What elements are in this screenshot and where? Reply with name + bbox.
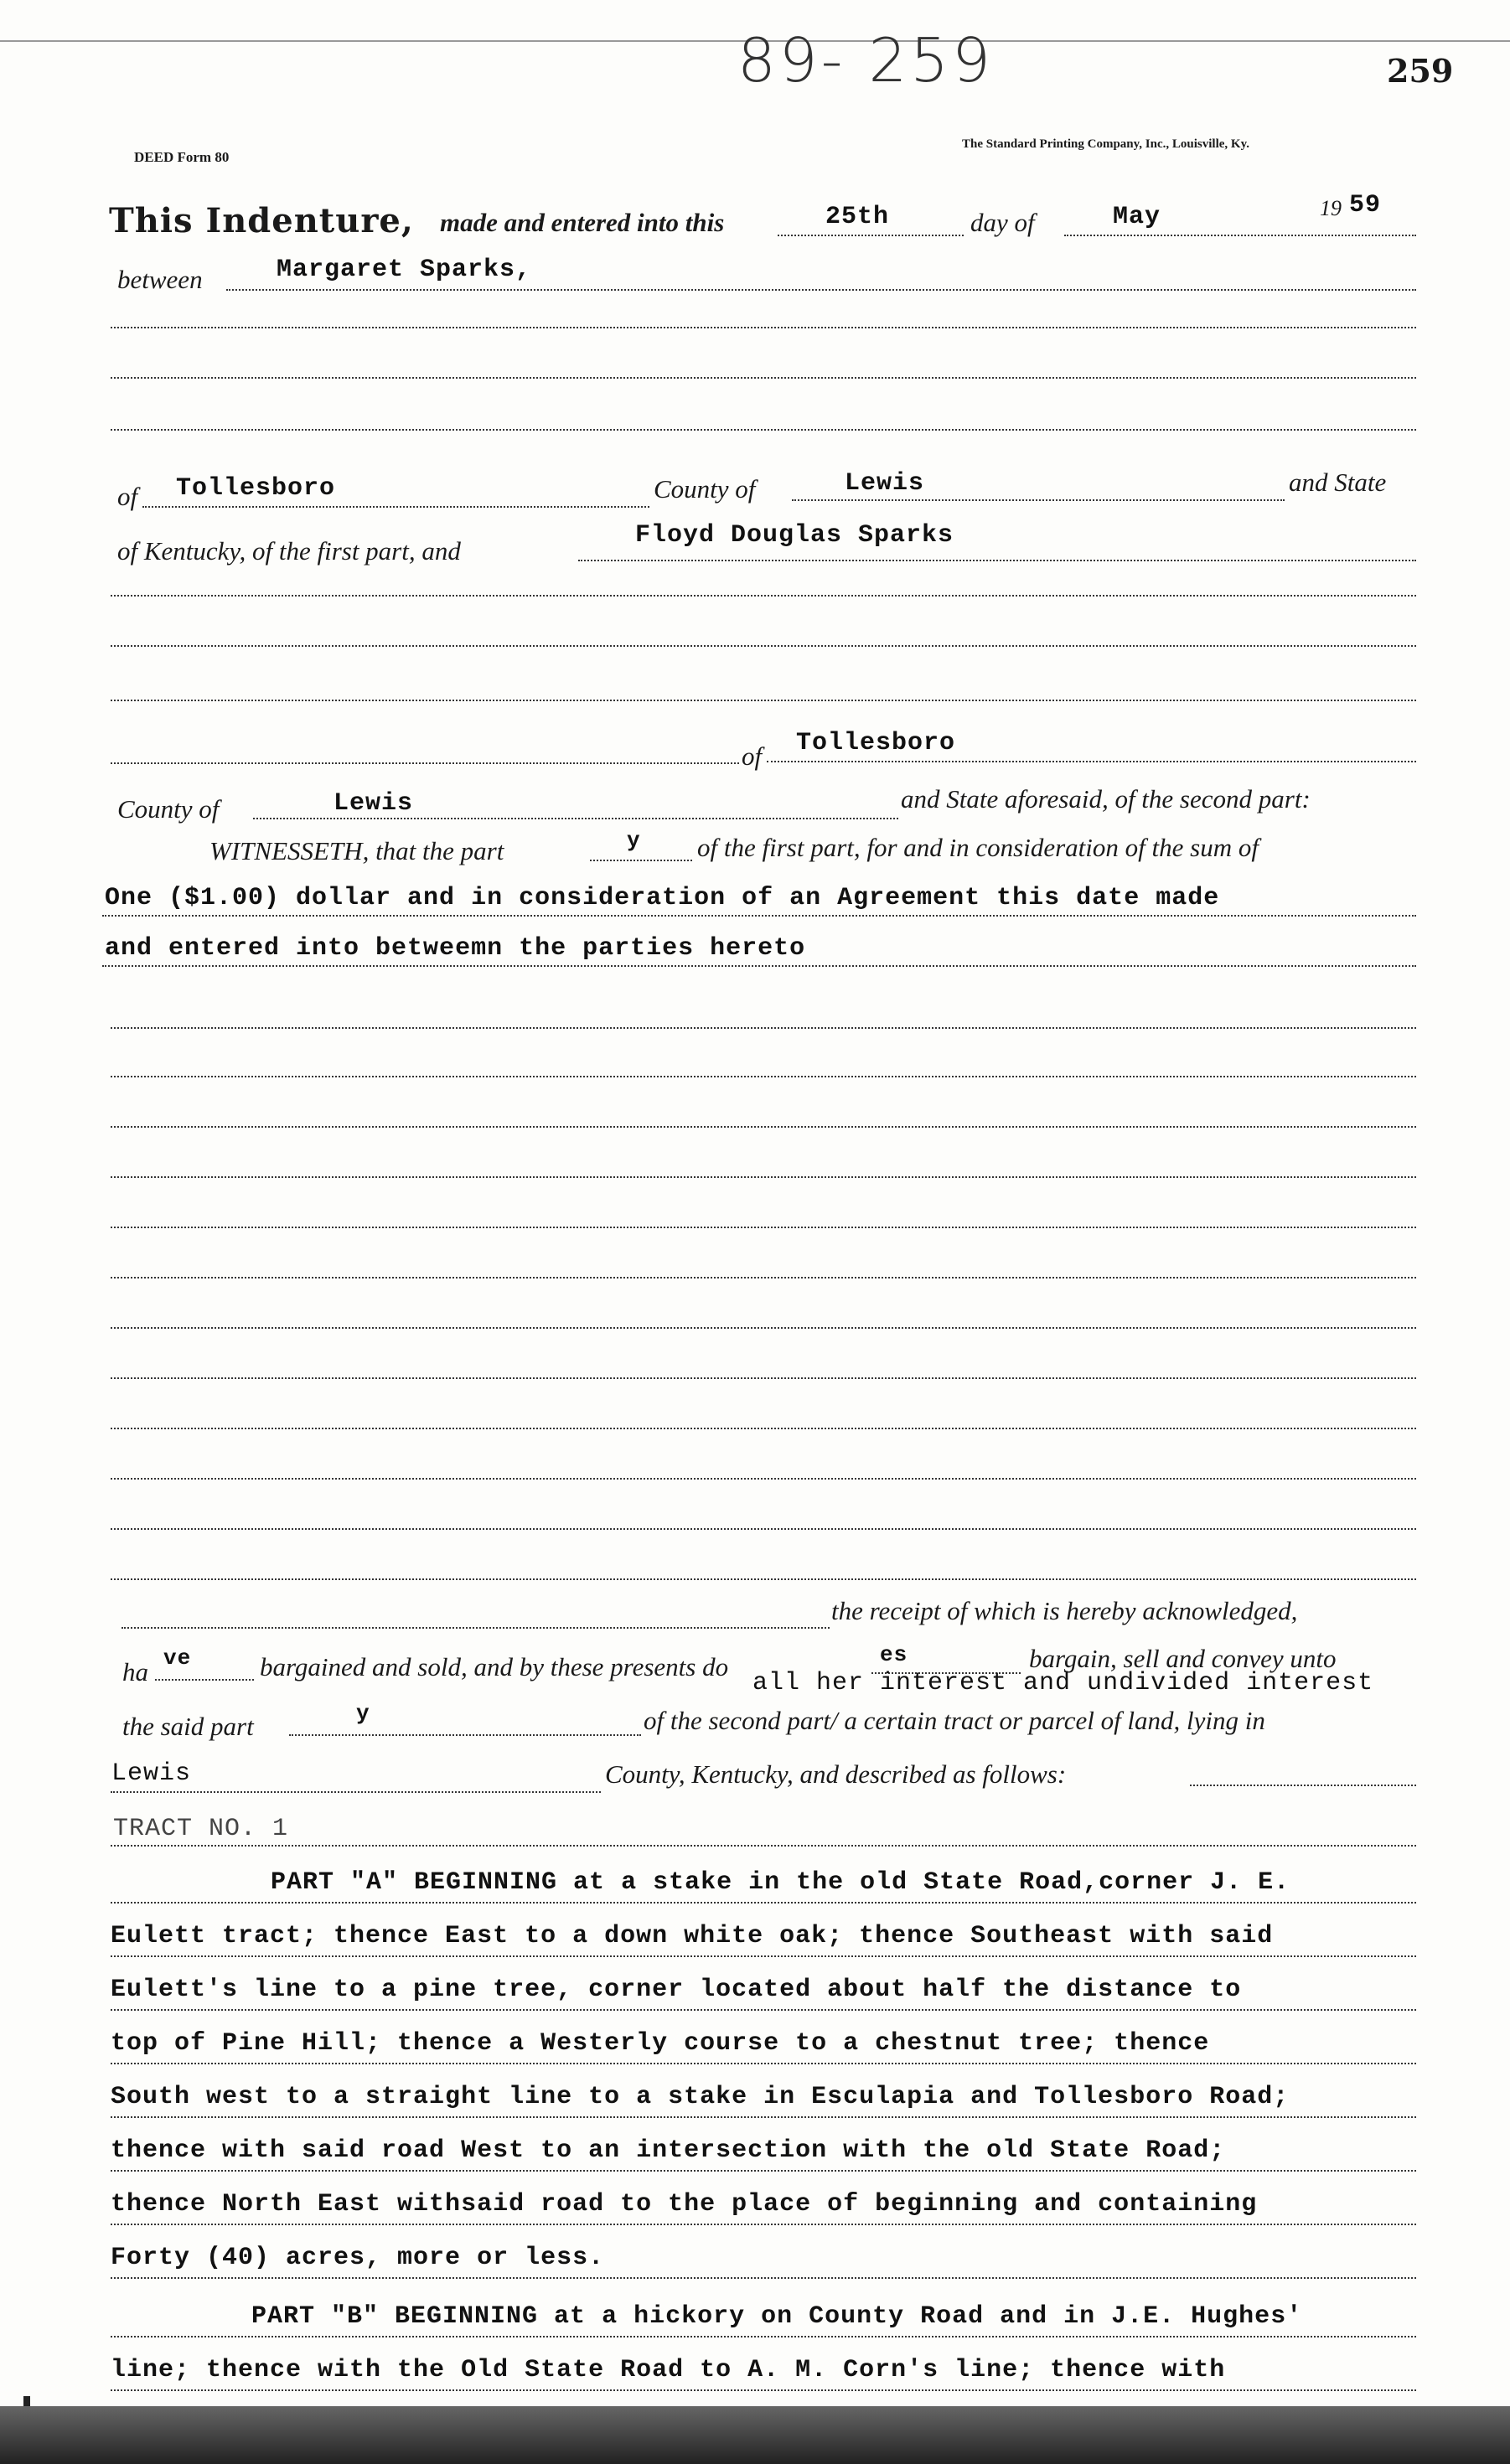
grantor-county: Lewis [845, 469, 925, 498]
blank-line-6 [111, 700, 1416, 701]
second-part-text: of the second part/ a certain tract or parcel of land, lying in [644, 1706, 1265, 1735]
interest-insert: all her interest and undivided interest [752, 1669, 1374, 1697]
land-county: Lewis [111, 1759, 192, 1788]
description-line-7-rule [111, 2224, 1416, 2225]
grantee-line [578, 560, 1416, 561]
consideration-line-2 [102, 965, 1416, 967]
state-aforesaid: and State aforesaid, of the second part: [901, 784, 1311, 814]
consideration-line-1 [102, 915, 1416, 917]
scan-bottom-edge [0, 2406, 1510, 2464]
description-line-1-rule [111, 1902, 1416, 1904]
description-line-9-rule [111, 2336, 1416, 2337]
month-line [1064, 235, 1416, 236]
grantee-county-line [253, 818, 898, 819]
blank-line-10 [111, 1126, 1416, 1128]
part-suffix: y [627, 828, 641, 853]
tract-heading: TRACT NO. 1 [113, 1815, 289, 1843]
handwritten-number: 89- 259 [737, 25, 994, 96]
month-value: May [1113, 203, 1161, 231]
description-line-9: PART "B" BEGINNING at a hickory on County Road and in J.E. Hughes' [251, 2302, 1303, 2331]
description-line-10: line; thence with the Old State Road to A. M. Corn's line; thence with [111, 2356, 1226, 2384]
does-suffix: es [880, 1642, 908, 1667]
blank-line-12 [111, 1227, 1416, 1228]
grantor-place: Tollesboro [176, 474, 336, 503]
blank-line-4 [111, 595, 1416, 597]
witnesseth-b: of the first part, for and in consideration of the sum of [697, 833, 1259, 862]
day-value: 25th [825, 203, 890, 231]
and-state-label: and State [1289, 467, 1387, 497]
description-line-1: PART "A" BEGINNING at a stake in the old State Road,corner J. E. [271, 1868, 1290, 1897]
county-kentucky-text: County, Kentucky, and described as follows: [605, 1759, 1067, 1789]
description-line-5-rule [111, 2116, 1416, 2118]
grantee-county: Lewis [334, 789, 414, 818]
description-line-10-rule [111, 2389, 1416, 2391]
tract-heading-line [111, 1845, 1416, 1847]
blank-line-15 [111, 1377, 1416, 1379]
blank-line-8 [111, 1027, 1416, 1029]
description-line-7: thence North East withsaid road to the place of beginning and containing [111, 2190, 1258, 2219]
year-prefix: 19 [1320, 196, 1342, 220]
ha-line [155, 1679, 254, 1681]
blank-line-14 [111, 1327, 1416, 1329]
of-kentucky-text: of Kentucky, of the first part, and [117, 536, 461, 566]
day-of-label: day of [970, 208, 1035, 237]
between-label: between [117, 265, 203, 294]
form-name: DEED Form 80 [134, 149, 230, 165]
made-text: made and entered into this [440, 208, 725, 237]
description-line-2-rule [111, 1955, 1416, 1957]
receipt-line [122, 1627, 830, 1629]
place-line [142, 506, 649, 508]
grantee-place-line [767, 761, 1416, 762]
blank-line-7 [111, 762, 739, 764]
description-line-4: top of Pine Hill; thence a Westerly course to a chestnut tree; thence [111, 2029, 1210, 2058]
said-part-text: the said part [122, 1712, 254, 1741]
grantee-place: Tollesboro [796, 729, 956, 757]
day-line [778, 235, 964, 236]
description-line-3: Eulett's line to a pine tree, corner located about half the distance to [111, 1976, 1242, 2004]
bargain-sell-text: bargain, sell and convey unto [1029, 1644, 1337, 1673]
description-line-8: Forty (40) acres, more or less. [111, 2244, 605, 2272]
part-suffix-line [590, 860, 692, 861]
description-line-4-rule [111, 2063, 1416, 2064]
of-label: of [117, 482, 138, 511]
receipt-text: the receipt of which is hereby acknowledged, [831, 1596, 1298, 1625]
consideration-text-2: and entered into betweemn the parties hereto [105, 934, 806, 963]
blank-line-19 [111, 1578, 1416, 1580]
blank-line-5 [111, 645, 1416, 647]
description-line-8-rule [111, 2277, 1416, 2279]
blank-line-2 [111, 377, 1416, 379]
of-label-2: of [742, 741, 763, 771]
blank-line-17 [111, 1478, 1416, 1480]
blank-line-1 [111, 327, 1416, 328]
description-line-3-rule [111, 2009, 1416, 2011]
description-line-2: Eulett tract; thence East to a down white oak; thence Southeast with said [111, 1922, 1274, 1950]
county-line [792, 499, 1285, 501]
blank-line-16 [111, 1428, 1416, 1429]
county-of-label-2: County of [117, 794, 220, 824]
ha-suffix: ve [163, 1645, 192, 1671]
deed-title: This Indenture, [109, 201, 414, 240]
said-part-line [289, 1734, 641, 1736]
blank-line-18 [111, 1528, 1416, 1530]
description-line-6: thence with said road West to an intersection with the old State Road; [111, 2136, 1226, 2165]
blank-line-13 [111, 1277, 1416, 1278]
ha-label: ha [122, 1657, 148, 1687]
land-county-line [111, 1791, 601, 1793]
blank-line-9 [111, 1076, 1416, 1077]
description-line-5: South west to a straight line to a stake in Esculapia and Tollesboro Road; [111, 2083, 1290, 2111]
year-value: 59 [1349, 191, 1382, 220]
grantor-line [226, 289, 1416, 291]
grantor-name: Margaret Sparks, [277, 256, 532, 284]
county-kentucky-line [1190, 1785, 1416, 1786]
printer-name: The Standard Printing Company, Inc., Louisville, Ky. [962, 137, 1249, 151]
consideration-text-1: One ($1.00) dollar and in consideration of an Agreement this date made [105, 884, 1220, 912]
county-of-label: County of [654, 474, 756, 504]
said-part-suffix: y [356, 1701, 370, 1726]
witnesseth-a: WITNESSETH, that the part [209, 836, 504, 865]
grantee-name: Floyd Douglas Sparks [635, 521, 954, 550]
description-line-6-rule [111, 2170, 1416, 2172]
blank-line-11 [111, 1176, 1416, 1178]
bargained-text: bargained and sold, and by these presents do [260, 1652, 729, 1681]
blank-line-3 [111, 429, 1416, 431]
page-number: 259 [1387, 52, 1454, 90]
